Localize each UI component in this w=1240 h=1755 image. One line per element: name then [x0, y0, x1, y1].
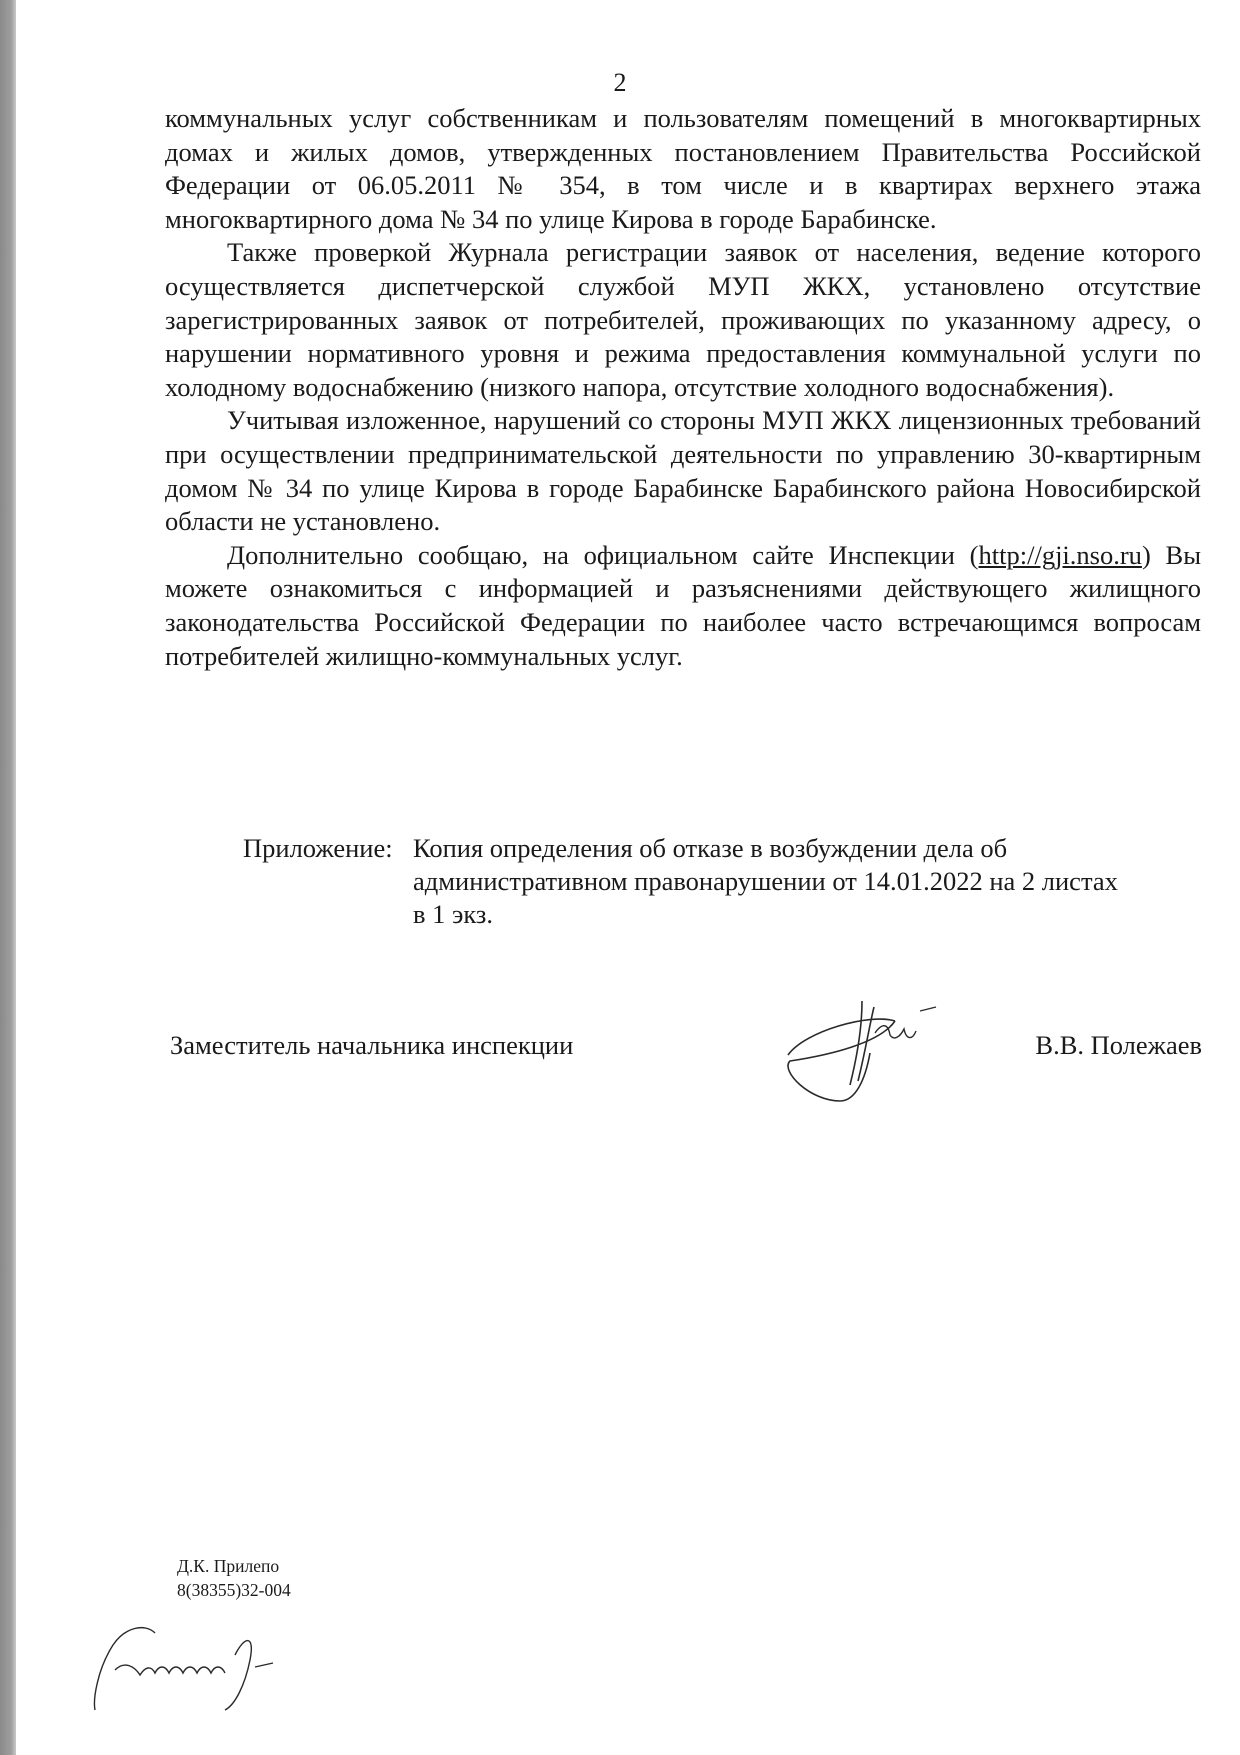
scan-edge-strip: [0, 0, 16, 1755]
handwritten-initials: [85, 1615, 310, 1720]
body-paragraph-3: Учитывая изложенное, нарушений со стороны МУП ЖКХ лицензионных требований при осуществлении предпринимательской деятельности по управлению 30-квартирным домом № 34 по улице Кирова в городе Барабинске Барабинского района Новосибирской области не установлено.: [165, 405, 1201, 537]
body-paragraph-1: коммунальных услуг собственникам и пользователям помещений в многоквартирных домах и жилых домов, утвержденных постановлением Правительства Российской Федерации от 06.05.2011 № 354, в том числе и в квартирах верхнего этажа многоквартирного дома № 34 по улице Кирова в городе Барабинске.: [165, 103, 1201, 234]
page-number: 2: [613, 68, 627, 97]
body-paragraph-4: [165, 539, 1201, 673]
signer-name: В.В. Полежаев: [1035, 1030, 1202, 1060]
letter-body: [165, 102, 1201, 673]
executor-info: [177, 1554, 291, 1602]
attachment-content: [413, 832, 1173, 931]
inspection-website-link[interactable]: http://gji.nso.ru: [978, 539, 1142, 570]
signature-row: [170, 1030, 1202, 1090]
executor-phone: 8(38355)32-004: [177, 1580, 291, 1600]
executor-name: Д.К. Прилепо: [177, 1556, 280, 1576]
attachment-block: [243, 832, 1203, 931]
signer-title: Заместитель начальника инспекции: [170, 1030, 574, 1060]
paragraph-4-start: Дополнительно сообщаю, на официальном сайте Инспекции (: [227, 539, 979, 570]
body-paragraph-2: Также проверкой Журнала регистрации заявок от населения, ведение которого осуществляется диспетчерской службой МУП ЖКХ, установлено отсутствие зарегистрированных заявок от потребителей, проживающих по указанному адресу, о нарушении нормативного уровня и режима предоставления коммунальной услуги по холодному водоснабжению (низкого напора, отсутствие холодного водоснабжения).: [165, 237, 1201, 402]
attachment-line-1: Копия определения об отказе в возбуждении дела об: [413, 833, 1008, 863]
handwritten-signature: [770, 993, 950, 1111]
attachment-label: Приложение:: [243, 833, 393, 863]
attachment-line-3: в 1 экз.: [413, 899, 494, 929]
paragraph-4-end: ) Вы можете ознакомиться с информацией и разъяснениями действующего жилищного законодательства Российской Федерации по наиболее часто встречающимся вопросам потребителей жилищно-коммунальных услуг.: [165, 539, 1201, 671]
attachment-line-2: административном правонарушении от 14.01.2022 на 2 листах: [413, 866, 1118, 896]
